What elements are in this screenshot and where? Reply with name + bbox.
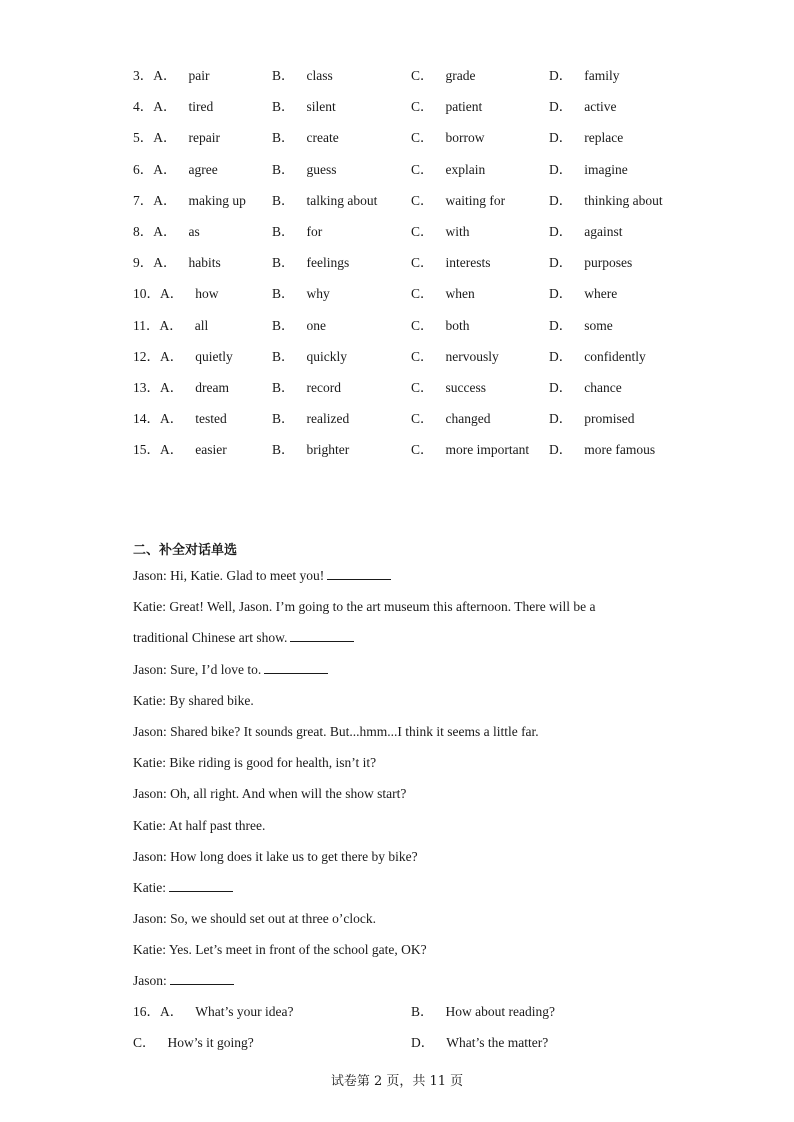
dialog-line — [133, 784, 693, 815]
option-b — [272, 128, 339, 148]
option-c — [411, 440, 529, 460]
option-text: confidently — [584, 348, 646, 364]
option-letter: B． — [272, 411, 295, 427]
dialog-line — [133, 722, 693, 753]
dialog-line — [133, 753, 693, 784]
option-letter: D． — [549, 255, 573, 271]
dialog-line — [133, 660, 693, 691]
option-a — [133, 160, 218, 180]
question-number: 10． — [133, 286, 160, 302]
option-text: habits — [188, 255, 221, 271]
dialog-line — [133, 628, 693, 659]
option-letter: C． — [411, 99, 434, 115]
dialog-text: Jason: Sure, I’d love to. — [133, 661, 262, 677]
q16-option-c — [133, 1033, 254, 1053]
option-letter: B． — [272, 223, 295, 239]
dialog-line — [133, 909, 693, 940]
dialog-text: Jason: Oh, all right. And when will the show start? — [133, 786, 407, 802]
option-letter: B． — [272, 255, 295, 271]
option-a — [133, 66, 210, 86]
question-number: 3． — [133, 68, 154, 83]
option-letter: C． — [411, 348, 434, 364]
option-letter: D． — [549, 68, 573, 83]
option-letter: A． — [153, 161, 177, 177]
option-letter: A． — [159, 317, 183, 333]
q16-c-text: How’s it going? — [167, 1035, 254, 1051]
question-row — [133, 128, 693, 159]
option-text: some — [584, 317, 613, 333]
option-letter: D． — [549, 348, 573, 364]
option-b — [272, 378, 341, 398]
option-letter: B． — [272, 99, 295, 115]
option-letter: C． — [411, 286, 434, 302]
dialog-line — [133, 878, 693, 909]
option-d — [549, 409, 635, 429]
dialog-line — [133, 597, 693, 628]
q16-a-text: What’s your idea? — [195, 1004, 294, 1019]
option-letter: D． — [549, 317, 573, 333]
option-c — [411, 222, 470, 242]
option-d — [549, 253, 632, 273]
q16-row-2 — [133, 1033, 693, 1064]
option-d — [549, 284, 617, 304]
option-letter: B． — [272, 286, 295, 302]
option-a — [133, 378, 229, 398]
option-text: where — [584, 286, 618, 302]
q16-option-d — [411, 1033, 548, 1053]
option-text: dream — [195, 379, 229, 395]
option-letter: A． — [153, 192, 177, 208]
question-row — [133, 191, 693, 222]
q16-b-letter: B． — [411, 1004, 434, 1019]
option-letter: A． — [160, 379, 184, 395]
question-number: 8． — [133, 223, 154, 239]
option-b — [272, 160, 337, 180]
option-letter: D． — [549, 442, 573, 458]
option-b — [272, 409, 349, 429]
option-d — [549, 222, 623, 242]
question-row — [133, 222, 693, 253]
question-row — [133, 97, 693, 128]
question-number: 15． — [133, 442, 160, 458]
option-letter: A． — [153, 68, 177, 83]
option-text: easier — [195, 442, 227, 458]
option-d — [549, 128, 623, 148]
question-row — [133, 409, 693, 440]
answer-blank[interactable] — [290, 628, 354, 642]
dialog-text: Katie: Bike riding is good for health, isn’t it? — [133, 755, 377, 771]
option-letter: B． — [272, 317, 295, 333]
question-number: 13． — [133, 379, 160, 395]
option-text: tired — [188, 99, 214, 115]
option-text: nervously — [445, 348, 499, 364]
option-letter: B． — [272, 442, 295, 458]
option-letter: D． — [549, 223, 573, 239]
option-text: both — [445, 317, 470, 333]
option-text: realized — [306, 411, 350, 427]
option-text: feelings — [306, 255, 350, 271]
q16-c-letter: C． — [133, 1035, 156, 1051]
option-a — [133, 284, 219, 304]
option-text: repair — [188, 130, 220, 146]
option-text: explain — [445, 161, 486, 177]
dialog-line — [133, 940, 693, 971]
option-text: quietly — [195, 348, 233, 364]
q16-option-a — [133, 1002, 293, 1022]
q16-b-text: How about reading? — [445, 1004, 555, 1019]
q16-number: 16． — [133, 1004, 160, 1019]
dialog-text: Jason: Hi, Katie. Glad to meet you! — [133, 568, 325, 583]
answer-blank[interactable] — [169, 878, 233, 892]
question-row — [133, 253, 693, 284]
q16-d-text: What’s the matter? — [446, 1035, 549, 1051]
option-text: all — [194, 317, 209, 333]
option-text: class — [306, 68, 333, 83]
dialog-text: Jason: So, we should set out at three o’clock. — [133, 911, 376, 927]
option-text: talking about — [306, 192, 378, 208]
option-letter: A． — [160, 411, 184, 427]
option-d — [549, 97, 616, 117]
option-text: family — [584, 68, 620, 83]
dialog-text: Jason: How long does it lake us to get there by bike? — [133, 848, 418, 864]
option-a — [133, 316, 208, 336]
question-row — [133, 347, 693, 378]
option-letter: B． — [272, 348, 295, 364]
option-b — [272, 66, 333, 86]
option-letter: C． — [411, 161, 434, 177]
option-letter: D． — [549, 411, 573, 427]
option-c — [411, 316, 470, 336]
option-letter: D． — [549, 161, 573, 177]
option-letter: C． — [411, 379, 434, 395]
page-footer: 试卷第 2 页，共 11 页 — [330, 1074, 464, 1089]
q16-d-letter: D． — [411, 1035, 435, 1051]
option-letter: B． — [272, 68, 295, 83]
option-text: tested — [195, 411, 227, 427]
option-text: how — [195, 286, 219, 302]
option-text: more famous — [584, 442, 656, 458]
option-text: making up — [188, 192, 246, 208]
option-a — [133, 347, 233, 367]
option-letter: D． — [549, 99, 573, 115]
option-text: active — [584, 99, 617, 115]
dialog-line — [133, 566, 693, 597]
question-number: 4． — [133, 99, 154, 115]
option-text: grade — [445, 68, 476, 83]
option-text: record — [306, 379, 341, 395]
option-letter: D． — [549, 286, 573, 302]
option-d — [549, 440, 655, 460]
option-c — [411, 378, 486, 398]
option-letter: A． — [160, 286, 184, 302]
q16-a-letter: A． — [160, 1004, 184, 1019]
option-text: why — [306, 286, 330, 302]
option-c — [411, 191, 505, 211]
dialog-text: Katie: By shared bike. — [133, 692, 254, 708]
question-row — [133, 66, 693, 97]
option-letter: B． — [272, 379, 295, 395]
option-b — [272, 222, 322, 242]
option-text: more important — [445, 442, 530, 458]
option-text: borrow — [445, 130, 485, 146]
option-text: changed — [445, 411, 491, 427]
option-d — [549, 347, 646, 367]
option-letter: A． — [160, 348, 184, 364]
option-letter: A． — [153, 223, 177, 239]
answer-blank[interactable] — [170, 971, 234, 985]
option-letter: A． — [153, 130, 177, 146]
dialog-text: Jason: Shared bike? It sounds great. But...hmm...I think it seems a little far. — [133, 723, 539, 739]
dialog-line — [133, 691, 693, 722]
option-letter: C． — [411, 442, 434, 458]
dialog-line — [133, 816, 693, 847]
dialog-line — [133, 971, 693, 1002]
dialog-text: Katie: Yes. Let’s meet in front of the school gate, OK? — [133, 942, 427, 958]
option-text: interests — [445, 255, 491, 271]
option-c — [411, 97, 482, 117]
option-text: purposes — [584, 255, 633, 271]
option-text: patient — [445, 99, 483, 115]
option-a — [133, 97, 213, 117]
q16-option-b — [411, 1002, 555, 1022]
option-letter: C． — [411, 255, 434, 271]
option-b — [272, 347, 347, 367]
question-number: 12． — [133, 348, 160, 364]
option-text: silent — [306, 99, 336, 115]
option-c — [411, 347, 499, 367]
question-row — [133, 378, 693, 409]
option-letter: A． — [160, 442, 184, 458]
option-d — [549, 191, 663, 211]
option-a — [133, 222, 200, 242]
option-text: success — [445, 379, 487, 395]
dialog-text: Katie: — [133, 879, 166, 895]
option-letter: C． — [411, 223, 434, 239]
option-text: brighter — [306, 442, 350, 458]
option-text: agree — [188, 161, 218, 177]
options-list — [133, 66, 693, 471]
option-letter: B． — [272, 130, 295, 146]
option-letter: C． — [411, 130, 434, 146]
option-b — [272, 253, 349, 273]
option-b — [272, 284, 330, 304]
option-d — [549, 66, 620, 86]
option-letter: C． — [411, 411, 434, 427]
option-text: quickly — [306, 348, 348, 364]
question-number: 14． — [133, 411, 160, 427]
option-text: chance — [584, 379, 622, 395]
dialog-line — [133, 847, 693, 878]
option-text: when — [445, 286, 475, 302]
question-row — [133, 316, 693, 347]
dialog-text: Katie: Great! Well, Jason. I’m going to the art museum this afternoon. There will be a — [133, 599, 596, 615]
option-letter: C． — [411, 192, 434, 208]
question-number: 7． — [133, 192, 154, 208]
option-letter: A． — [153, 99, 177, 115]
question-number: 5． — [133, 130, 154, 146]
option-text: imagine — [584, 161, 628, 177]
option-d — [549, 378, 622, 398]
question-row — [133, 440, 693, 471]
option-text: one — [306, 317, 327, 333]
option-letter: C． — [411, 68, 434, 83]
option-text: promised — [584, 411, 635, 427]
answer-blank[interactable] — [264, 660, 328, 674]
option-b — [272, 97, 336, 117]
option-letter: C． — [411, 317, 434, 333]
answer-blank[interactable] — [327, 566, 391, 580]
option-a — [133, 253, 221, 273]
option-text: waiting for — [445, 192, 506, 208]
dialog — [133, 566, 693, 1003]
question-number: 9． — [133, 255, 154, 271]
option-b — [272, 440, 349, 460]
option-c — [411, 409, 491, 429]
option-text: thinking about — [584, 192, 663, 208]
q16-row-1 — [133, 1002, 693, 1033]
dialog-text: traditional Chinese art show. — [133, 630, 288, 646]
question-row — [133, 160, 693, 191]
option-text: pair — [188, 68, 210, 83]
option-a — [133, 440, 227, 460]
option-c — [411, 284, 475, 304]
option-letter: D． — [549, 379, 573, 395]
option-a — [133, 191, 246, 211]
option-d — [549, 160, 628, 180]
question-number: 11． — [133, 317, 160, 333]
option-text: against — [584, 223, 623, 239]
dialog-text: Katie: At half past three. — [133, 817, 266, 833]
option-text: create — [306, 130, 339, 146]
section-title: 二、补全对话单选 — [133, 543, 238, 558]
option-text: replace — [584, 130, 624, 146]
option-letter: D． — [549, 192, 573, 208]
question-number: 6． — [133, 161, 154, 177]
option-c — [411, 66, 476, 86]
option-b — [272, 316, 326, 336]
option-letter: D． — [549, 130, 573, 146]
question-16 — [133, 1002, 693, 1064]
option-letter: B． — [272, 161, 295, 177]
option-a — [133, 128, 220, 148]
option-text: as — [188, 223, 200, 239]
option-d — [549, 316, 613, 336]
option-c — [411, 253, 491, 273]
option-a — [133, 409, 227, 429]
option-b — [272, 191, 377, 211]
option-text: with — [445, 223, 470, 239]
question-row — [133, 284, 693, 315]
option-letter: B． — [272, 192, 295, 208]
dialog-text: Jason: — [133, 973, 167, 989]
option-text: for — [306, 223, 323, 239]
option-text: guess — [306, 161, 337, 177]
option-c — [411, 160, 485, 180]
option-letter: A． — [153, 255, 177, 271]
option-c — [411, 128, 485, 148]
